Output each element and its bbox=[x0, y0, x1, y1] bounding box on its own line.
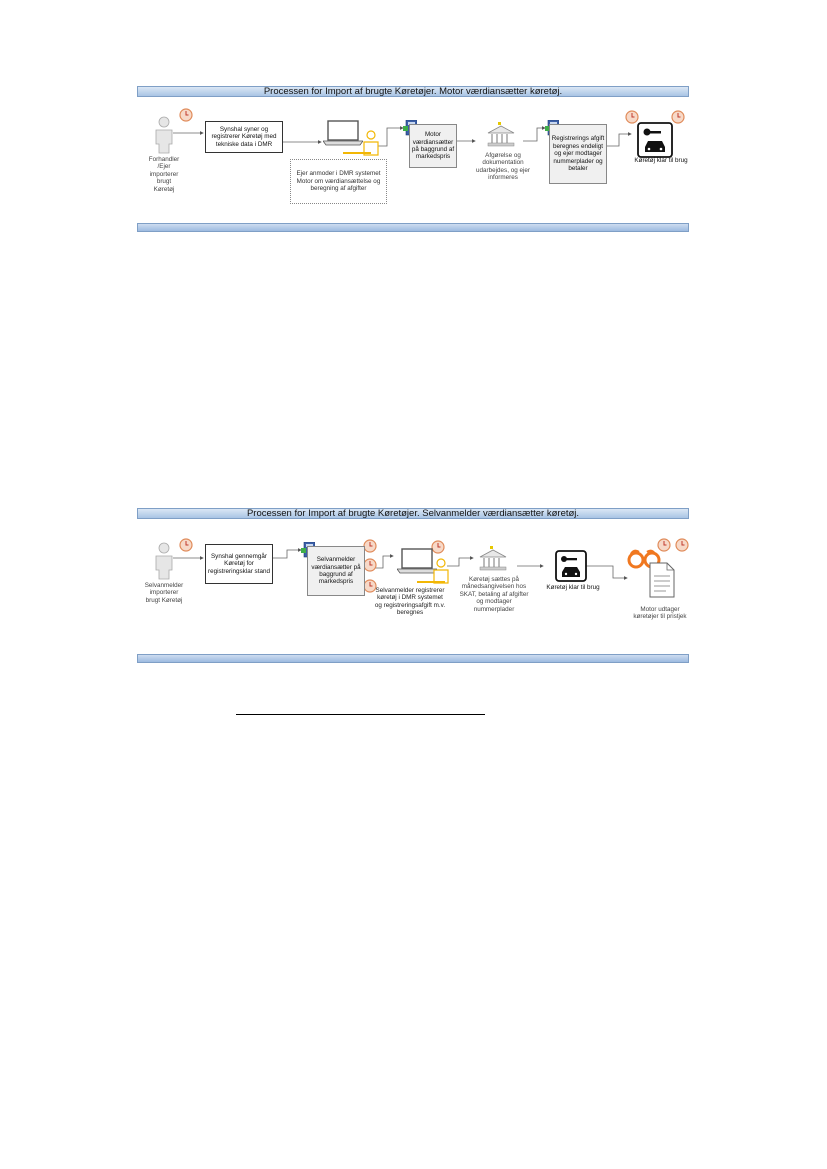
laptop-icon bbox=[323, 120, 363, 146]
clock-icon bbox=[675, 538, 689, 552]
institution-icon bbox=[479, 546, 507, 572]
diagram-footer-bar bbox=[137, 654, 689, 663]
highlight-line bbox=[343, 152, 371, 154]
person-icon bbox=[153, 542, 175, 580]
step-klar-til-brug: Køretøj klar til brug bbox=[634, 157, 688, 164]
step-maanedsangivelse: Køretøj sættes på månedsangivelsen hos SKAT, betaling af afgifter og modtager nummerplader bbox=[459, 576, 529, 613]
step-ejer-anmoder: Ejer anmoder i DMR systemet Motor om værdiansættelse og beregning af afgifter bbox=[290, 159, 387, 204]
clock-icon bbox=[363, 558, 377, 572]
clock-icon bbox=[363, 539, 377, 553]
process-diagram-motor bbox=[137, 86, 689, 232]
horizontal-rule bbox=[236, 714, 485, 715]
process-diagram-selvanmelder bbox=[137, 508, 689, 663]
step-klar-til-brug: Køretøj klar til brug bbox=[546, 584, 600, 591]
person-icon bbox=[153, 116, 175, 154]
step-registreringsafgift: Registrerings afgift beregnes endeligt og ejer modtager nummerplader og betaler bbox=[549, 124, 607, 184]
diagram-title: Processen for Import af brugte Køretøjer. Motor værdiansætter køretøj. bbox=[137, 86, 689, 97]
diagram-title: Processen for Import af brugte Køretøjer. Selvanmelder værdiansætter køretøj. bbox=[137, 508, 689, 519]
step-pristjek: Motor udtager køretøjer til pristjek bbox=[633, 606, 687, 621]
document-icon bbox=[649, 562, 675, 598]
step-selvanmelder-vaerdiansaetter: Selvanmelder værdiansætter på baggrund af markedspris bbox=[307, 546, 365, 596]
highlight-line bbox=[417, 581, 445, 583]
laptop-icon bbox=[397, 548, 437, 574]
clock-icon bbox=[179, 538, 193, 552]
car-key-icon bbox=[555, 550, 587, 582]
institution-icon bbox=[487, 122, 515, 148]
step-synshal: Synshal syner og registrerer Køretøj med tekniske data i DMR bbox=[205, 121, 283, 153]
actor-label: Forhandler /Ejer importerer brugt Køretøj bbox=[148, 156, 180, 193]
step-motor-vaerdiansaetter: Motor værdiansætter på baggrund af markedspris bbox=[409, 124, 457, 168]
step-selvanmelder-registrerer: Selvanmelder registrerer køretøj i DMR systemet og registreringsafgift m.v. beregnes bbox=[374, 587, 446, 617]
diagram-footer-bar bbox=[137, 223, 689, 232]
actor-label: Selvanmelder importerer brugt Køretøj bbox=[144, 582, 184, 604]
clock-icon bbox=[671, 110, 685, 124]
step-synshal: Synshal gennemgår Køretøj for registreringsklar stand bbox=[205, 544, 273, 584]
step-afgoerelse: Afgørelse og dokumentation udarbejdes, og ejer informeres bbox=[476, 152, 530, 182]
clock-icon bbox=[179, 108, 193, 122]
car-key-icon bbox=[637, 122, 673, 158]
